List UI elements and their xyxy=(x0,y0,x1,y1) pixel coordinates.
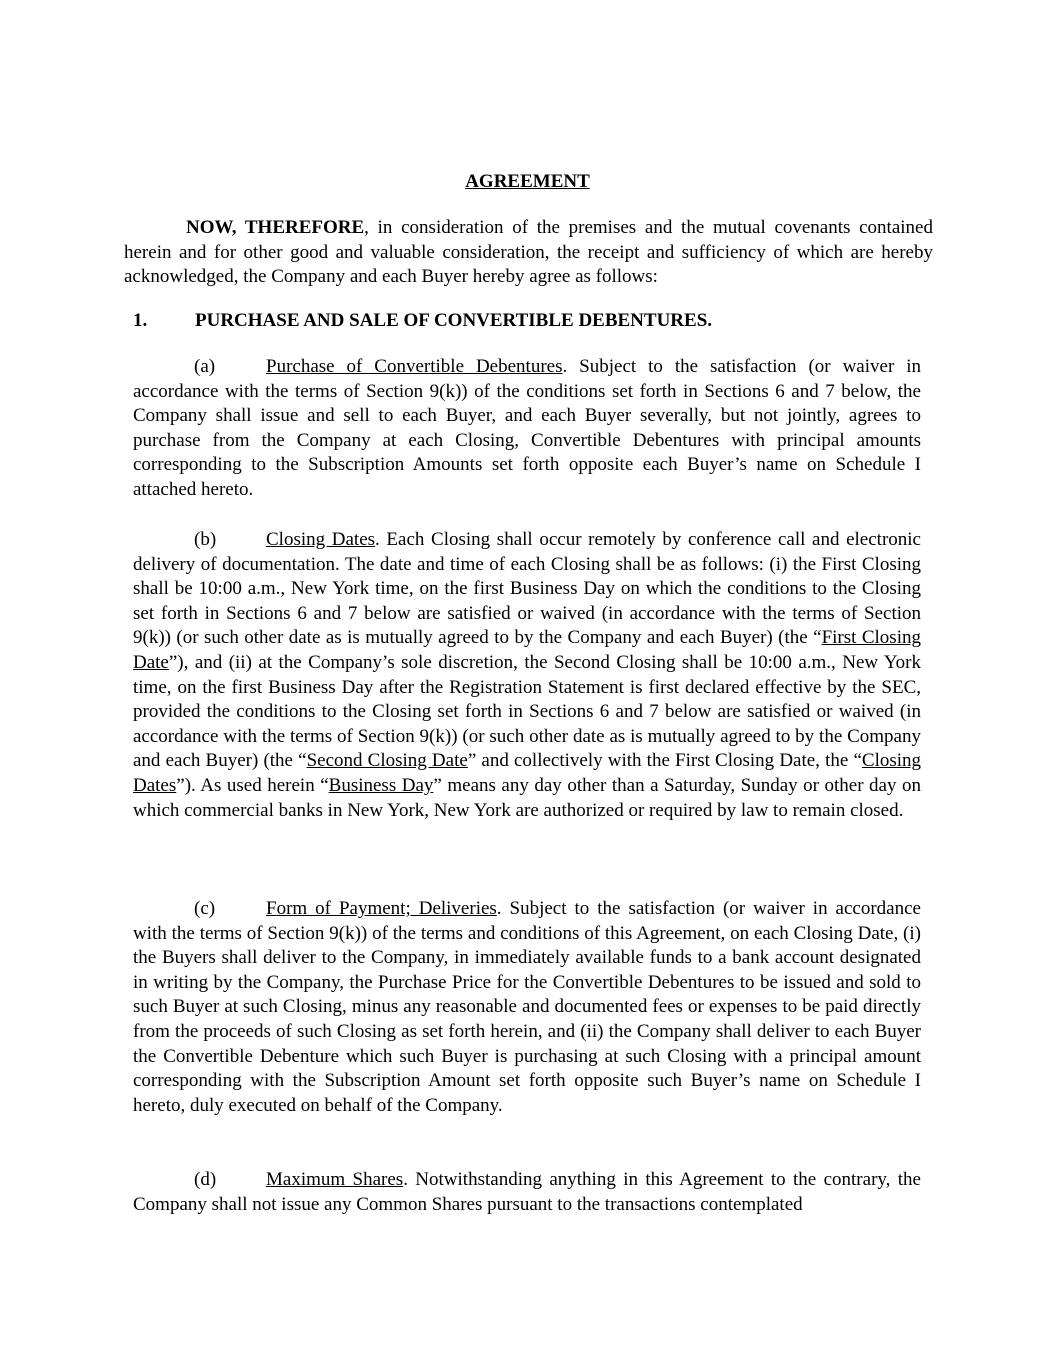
defined-term-first-closing-date: First Closing Date xyxy=(133,627,921,673)
section-number: 1. xyxy=(133,310,148,331)
defined-term-business-day: Business Day xyxy=(328,774,434,796)
paragraph-a-text: . Subject to the satisfaction (or waiver in accordance with the terms of Section 9(k)) of the conditions set forth in Sections 6 and 7 below, the Company shall issue and sell to each Buyer, and each Buyer severally, but not jointly, agrees to purchase from the Company at each Closing, Convertible Debentures with principal amounts corresponding to the Subscription Amounts set forth opposite each Buyer’s name on Schedule I attached hereto. xyxy=(133,356,922,500)
paragraph-b-text-1: . Each Closing shall occur remotely by conference call and electronic delivery of documentation. The date and time of each Closing shall be as follows: (i) the First Closing shall be 10:00 a.m., New York time, on the first Business Day on which the conditions to the Closing set forth in Sections 6 and 7 below are satisfied or waived (in accordance with the terms of Section 9(k)) (or such other date as is mutually agreed to by the Company and each Buyer) (the “ xyxy=(133,529,921,649)
paragraph-b-label: (b) xyxy=(194,529,217,550)
defined-term-second-closing-date: Second Closing Date xyxy=(306,750,468,772)
paragraph-a-heading: Purchase of Convertible Debentures xyxy=(266,356,563,377)
paragraph-d-text: . Notwithstanding anything in this Agreement to the contrary, the Company shall not issue any Common Shares pursuant to the transactions contemplated xyxy=(133,1169,921,1215)
paragraph-c-label: (c) xyxy=(194,898,216,919)
paragraph-c-heading: Form of Payment; Deliveries xyxy=(266,898,497,919)
paragraph-b-text-3: ” and collectively with the First Closing Date, the “ xyxy=(467,750,862,772)
paragraph-b-heading: Closing Dates xyxy=(266,529,376,550)
paragraph-c-text: . Subject to the satisfaction (or waiver in accordance with the terms of Section 9(k)) of the terms and conditions of this Agreement, on each Closing Date, (i) the Buyers shall deliver to the Company, in immediately available funds to a bank account designated in writing by the Company, the Purchase Price for the Convertible Debentures to be issued and sold to such Buyer at such Closing, minus any reasonable and documented fees or expenses to be paid directly from the proceeds of such Closing as set forth herein, and (ii) the Company shall deliver to each Buyer the Convertible Debenture which such Buyer is purchasing at such Closing with a principal amount corresponding with the Subscription Amount set forth opposite such Buyer’s name on Schedule I hereto, duly executed on behalf of the Company. xyxy=(133,898,921,1116)
paragraph-b-text-5: ” means any day other than a Saturday, Sunday or other day on which commercial banks in New York, New York are authorized or required by law to remain closed. xyxy=(133,774,921,821)
paragraph-d-heading: Maximum Shares xyxy=(266,1169,404,1190)
section-title: PURCHASE AND SALE OF CONVERTIBLE DEBENTURES. xyxy=(195,310,713,331)
paragraph-b-text-4: ”). As used herein “ xyxy=(176,774,329,796)
preamble-paragraph xyxy=(124,216,933,290)
defined-term-closing-dates: Closing Dates xyxy=(133,750,922,796)
paragraph-b-text-2: ”), and (ii) at the Company’s sole discretion, the Second Closing shall be 10:00 a.m., New York time, on the first Business Day after the Registration Statement is first declared effective by the SEC, provided the conditions to the Closing set forth in Sections 6 and 7 below are satisfied or waived (in accordance with the terms of Section 9(k)) (or such other date as is mutually agreed to by the Company and each Buyer) (the “ xyxy=(133,651,921,772)
paragraph-a-label: (a) xyxy=(194,356,216,377)
document-title: AGREEMENT xyxy=(465,171,590,192)
preamble-lead: NOW, THEREFORE xyxy=(186,217,365,238)
paragraph-d-label: (d) xyxy=(194,1169,217,1190)
paragraph-b xyxy=(133,528,921,823)
paragraph-d xyxy=(133,1168,921,1217)
preamble-text: , in consideration of the premises and the mutual covenants contained herein and for other good and valuable consideration, the receipt and sufficiency of which are hereby acknowledged, the Company and each Buyer hereby agree as follows: xyxy=(124,217,933,288)
paragraph-c xyxy=(133,897,921,1118)
section-1-heading xyxy=(133,309,933,334)
paragraph-a xyxy=(133,355,921,503)
